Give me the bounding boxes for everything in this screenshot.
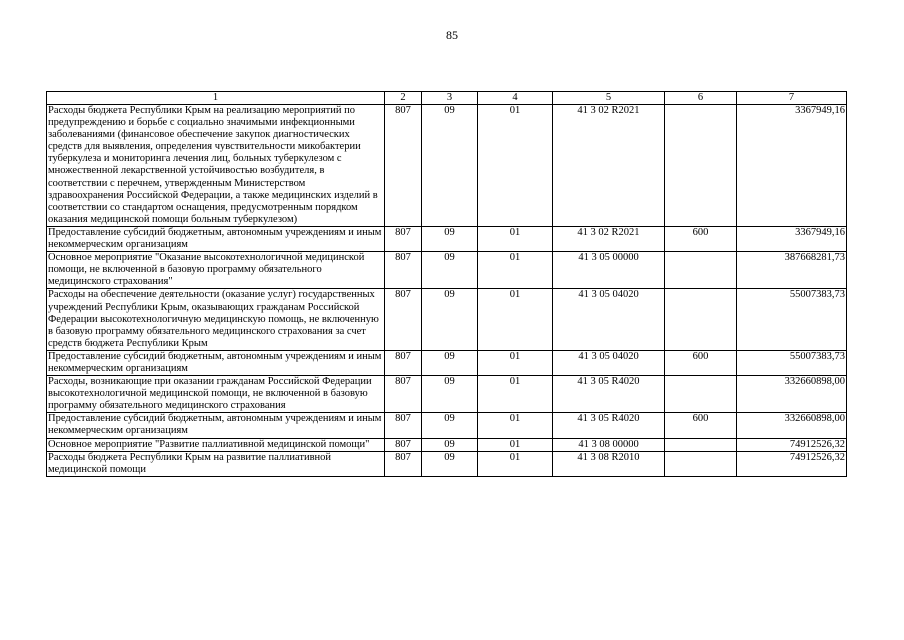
table-row [47, 289, 847, 350]
row-subsection: 01 [478, 451, 553, 476]
row-section: 09 [422, 376, 478, 413]
row-name: Предоставление субсидий бюджетным, автономным учреждениям и иным некоммерческим организациям [47, 226, 385, 251]
row-amount: 387668281,73 [737, 252, 847, 289]
row-section: 09 [422, 105, 478, 227]
row-target-item: 41 3 05 04020 [553, 289, 665, 350]
header-col-1: 1 [47, 92, 385, 105]
row-name: Основное мероприятие "Развитие паллиативной медицинской помощи" [47, 438, 385, 451]
header-col-7: 7 [737, 92, 847, 105]
row-ministry-code: 807 [385, 413, 422, 438]
table-row [47, 438, 847, 451]
row-ministry-code: 807 [385, 350, 422, 375]
row-expense-type [665, 438, 737, 451]
row-ministry-code: 807 [385, 105, 422, 227]
row-amount: 3367949,16 [737, 105, 847, 227]
row-expense-type [665, 105, 737, 227]
header-col-2: 2 [385, 92, 422, 105]
row-section: 09 [422, 226, 478, 251]
row-expense-type: 600 [665, 226, 737, 251]
row-name: Расходы бюджета Республики Крым на развитие паллиативной медицинской помощи [47, 451, 385, 476]
row-amount: 332660898,00 [737, 413, 847, 438]
row-ministry-code: 807 [385, 451, 422, 476]
table-row [47, 413, 847, 438]
row-expense-type [665, 289, 737, 350]
row-ministry-code: 807 [385, 252, 422, 289]
row-amount: 74912526,32 [737, 438, 847, 451]
row-target-item: 41 3 08 R2010 [553, 451, 665, 476]
row-target-item: 41 3 05 04020 [553, 350, 665, 375]
row-section: 09 [422, 413, 478, 438]
table-row [47, 376, 847, 413]
row-subsection: 01 [478, 438, 553, 451]
row-section: 09 [422, 438, 478, 451]
row-subsection: 01 [478, 226, 553, 251]
row-target-item: 41 3 05 R4020 [553, 413, 665, 438]
table-row [47, 252, 847, 289]
row-amount: 74912526,32 [737, 451, 847, 476]
row-section: 09 [422, 289, 478, 350]
header-col-4: 4 [478, 92, 553, 105]
row-name: Основное мероприятие "Оказание высокотехнологичной медицинской помощи, не включенной в базовую программу обязательного медицинского страхования" [47, 252, 385, 289]
budget-table [46, 91, 847, 477]
row-subsection: 01 [478, 289, 553, 350]
row-amount: 55007383,73 [737, 289, 847, 350]
row-ministry-code: 807 [385, 376, 422, 413]
row-target-item: 41 3 05 R4020 [553, 376, 665, 413]
row-name: Расходы бюджета Республики Крым на реализацию мероприятий по предупреждению и борьбе с социально значимыми инфекционными заболеваниями (финансовое обеспечение закупок диагностических средств для выявления, определения чувствительности микобактерии туберкулеза и мониторинга лечения лиц, больных туберкулезом с множественной лекарственной устойчивостью возбудителя, в соответствии с перечнем, утвержденным Министерством здравоохранения Российской Федерации, а также медицинских изделий в соответствии со стандартом оснащения, предусмотренным порядком оказания медицинской помощи больным туберкулезом) [47, 105, 385, 227]
row-subsection: 01 [478, 252, 553, 289]
row-name: Расходы, возникающие при оказании гражданам Российской Федерации высокотехнологичной медицинской помощи, не включенной в базовую программу обязательного медицинского страхования [47, 376, 385, 413]
row-name: Предоставление субсидий бюджетным, автономным учреждениям и иным некоммерческим организациям [47, 413, 385, 438]
row-section: 09 [422, 350, 478, 375]
table-row [47, 226, 847, 251]
row-subsection: 01 [478, 350, 553, 375]
row-expense-type [665, 376, 737, 413]
header-col-6: 6 [665, 92, 737, 105]
row-name: Расходы на обеспечение деятельности (оказание услуг) государственных учреждений Республики Крым, оказывающих гражданам Российской Федерации высокотехнологичную медицинскую помощь, не включенную в базовую программу обязательного медицинского страхования за счет средств бюджета Республики Крым [47, 289, 385, 350]
row-target-item: 41 3 08 00000 [553, 438, 665, 451]
row-target-item: 41 3 05 00000 [553, 252, 665, 289]
header-col-5: 5 [553, 92, 665, 105]
row-target-item: 41 3 02 R2021 [553, 105, 665, 227]
row-amount: 332660898,00 [737, 376, 847, 413]
row-ministry-code: 807 [385, 438, 422, 451]
row-expense-type [665, 252, 737, 289]
row-amount: 3367949,16 [737, 226, 847, 251]
table-row [47, 350, 847, 375]
header-col-3: 3 [422, 92, 478, 105]
row-subsection: 01 [478, 105, 553, 227]
row-amount: 55007383,73 [737, 350, 847, 375]
row-subsection: 01 [478, 413, 553, 438]
table-row [47, 105, 847, 227]
row-expense-type: 600 [665, 350, 737, 375]
row-section: 09 [422, 451, 478, 476]
row-name: Предоставление субсидий бюджетным, автономным учреждениям и иным некоммерческим организациям [47, 350, 385, 375]
header-row [47, 92, 847, 105]
row-section: 09 [422, 252, 478, 289]
row-ministry-code: 807 [385, 226, 422, 251]
row-ministry-code: 807 [385, 289, 422, 350]
row-expense-type [665, 451, 737, 476]
row-subsection: 01 [478, 376, 553, 413]
page-number: 85 [446, 28, 458, 42]
table-row [47, 451, 847, 476]
row-expense-type: 600 [665, 413, 737, 438]
row-target-item: 41 3 02 R2021 [553, 226, 665, 251]
